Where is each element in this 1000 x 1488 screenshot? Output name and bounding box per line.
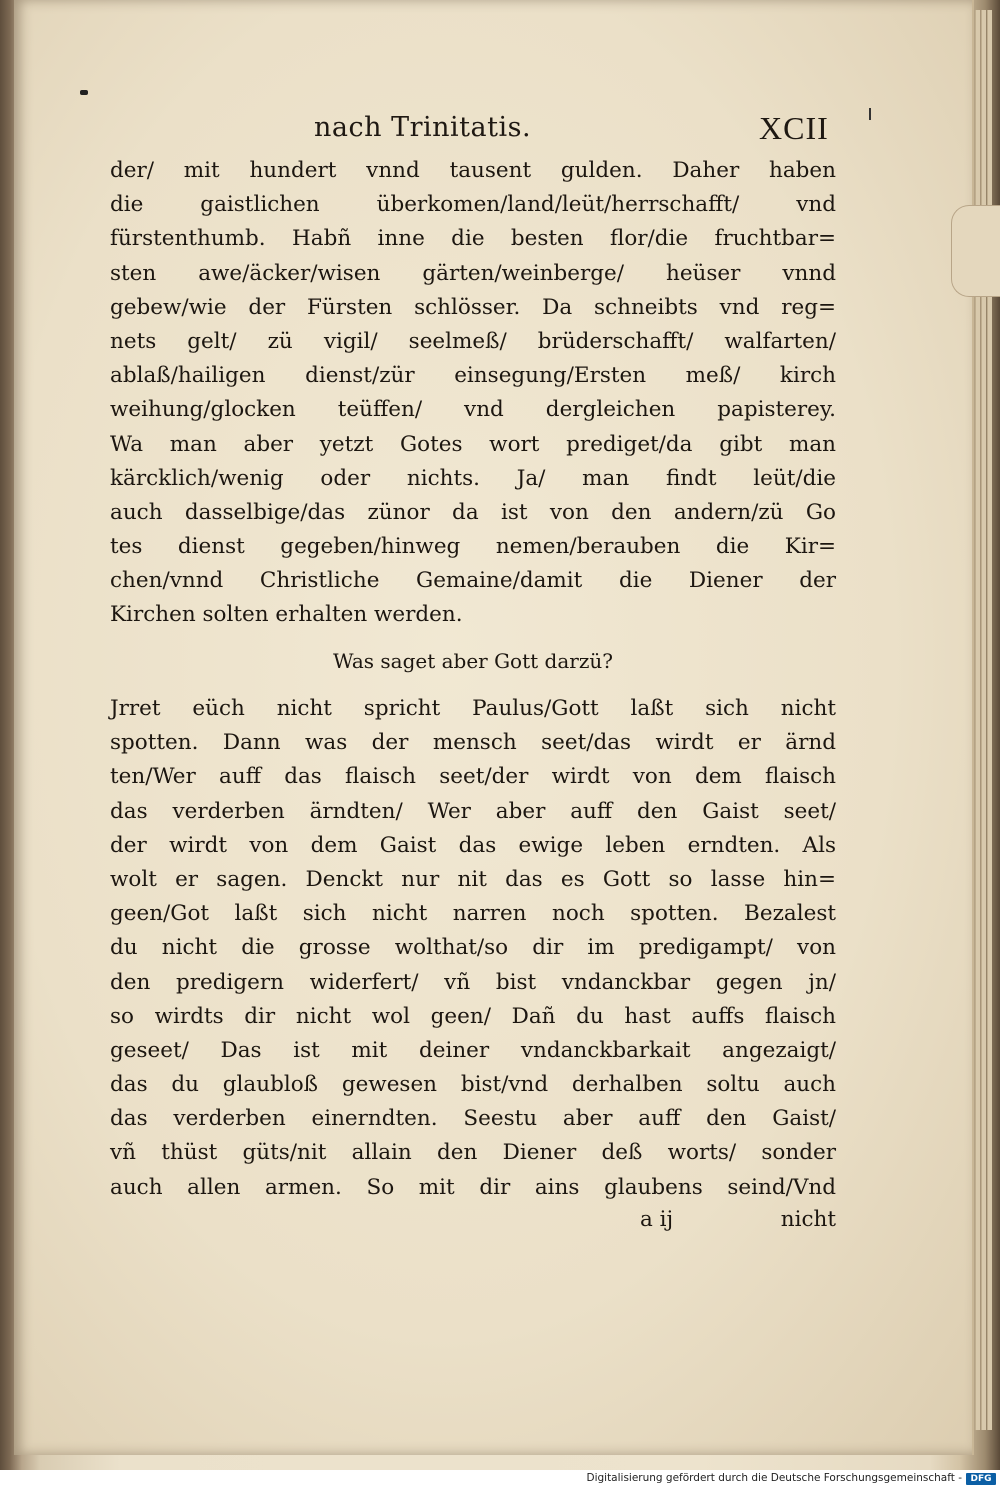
text-line: du nicht die grosse wolthat/so dir im predigampt/ von [110, 935, 836, 961]
text-line: das verderben ärndten/ Wer aber auff den Gaist seet/ [110, 798, 836, 824]
text-line: gebew/wie der Fürsten schlösser. Da schneibts vnd reg= [110, 294, 836, 320]
footer-bar [0, 1470, 1000, 1488]
text-line: das verderben einerndten. Seestu aber auff den Gaist/ [110, 1106, 836, 1132]
section-heading: Was saget aber Gott darzü? [333, 649, 613, 673]
text-line: weihung/glocken teüffen/ vnd dergleichen papisterey. [110, 397, 836, 423]
text-line: nets gelt/ zü vigil/ seelmeß/ brüderschafft/ walfarten/ [110, 328, 836, 354]
dfg-logo: DFG [966, 1473, 996, 1485]
text-line: Wa man aber yetzt Gotes wort prediget/da gibt man [110, 431, 836, 457]
text-line: auch dasselbige/das zünor da ist von den andern/zü Go [110, 499, 836, 525]
text-line: geseet/ Das ist mit deiner vndanckbarkait angezaigt/ [110, 1037, 836, 1063]
signature-mark: a ij [640, 1207, 674, 1232]
text-line: fürstenthumb. Habñ inne die besten flor/die fruchtbar= [110, 226, 836, 252]
text-line: vñ thüst güts/nit allain den Diener deß worts/ sonder [110, 1140, 836, 1166]
text-line: Kirchen solten erhalten werden. [110, 602, 463, 628]
text-line: der wirdt von dem Gaist das ewige leben erndten. Als [110, 832, 836, 858]
paragraph-2 [110, 692, 836, 1205]
ink-mark [80, 90, 88, 95]
ink-tick [869, 108, 871, 120]
page-tab [951, 205, 1000, 297]
text-line: ten/Wer auff das flaisch seet/der wirdt von dem flaisch [110, 764, 836, 790]
text-line: den predigern widerfert/ vñ bist vndanckbar gegen jn/ [110, 969, 836, 995]
folio-number: XCII [759, 110, 829, 146]
text-line: so wirdts dir nicht wol geen/ Dañ du hast auffs flaisch [110, 1003, 836, 1029]
text-line: sten awe/äcker/wisen gärten/weinberge/ heüser vnnd [110, 260, 836, 286]
book-page [14, 0, 974, 1455]
text-line: Jrret eüch nicht spricht Paulus/Gott laßt sich nicht [110, 696, 836, 721]
catchword: nicht [780, 1207, 836, 1232]
text-line: auch allen armen. So mit dir ains glaubens seind/Vnd [110, 1174, 836, 1200]
text-line: das du glaubloß gewesen bist/vnd derhalben soltu auch [110, 1072, 836, 1098]
text-line: geen/Got laßt sich nicht narren noch spotten. Bezalest [110, 901, 836, 927]
text-line: kärcklich/wenig oder nichts. Ja/ man findt leüt/die [110, 465, 836, 491]
text-line: die gaistlichen überkomen/land/leüt/herrschafft/ vnd [110, 192, 836, 218]
text-line: tes dienst gegeben/hinweg nemen/berauben die Kir= [110, 534, 836, 560]
funding-notice: Digitalisierung gefördert durch die Deutsche Forschungsgemeinschaft - [586, 1472, 962, 1484]
paragraph-1 [110, 154, 836, 633]
text-line: der/ mit hundert vnnd tausent gulden. Daher haben [110, 158, 836, 183]
text-line: ablaß/hailigen dienst/zür einsegung/Ersten meß/ kirch [110, 363, 836, 389]
text-line: spotten. Dann was der mensch seet/das wirdt er ärnd [110, 730, 836, 756]
text-line: chen/vnnd Christliche Gemaine/damit die Diener der [110, 568, 836, 594]
text-line: wolt er sagen. Denckt nur nit das es Gott so lasse hin= [110, 866, 836, 892]
signature-line [110, 1200, 836, 1240]
running-head: nach Trinitatis. [314, 112, 532, 143]
